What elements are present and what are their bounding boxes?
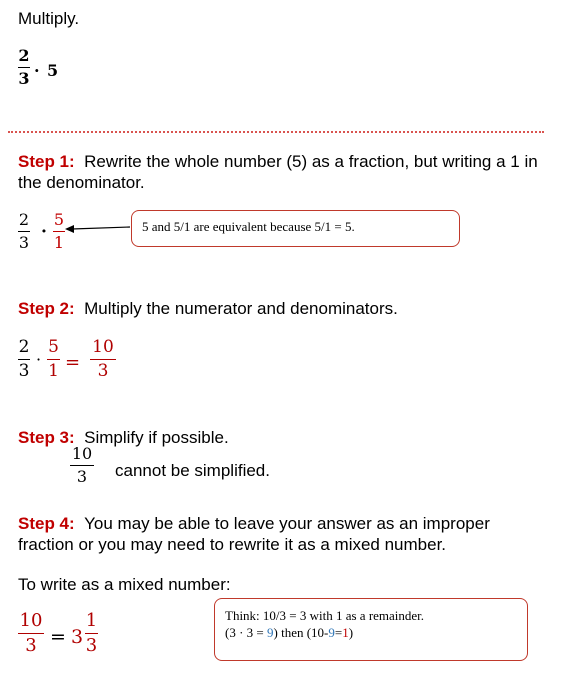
denominator: 3 xyxy=(85,635,98,656)
problem-heading: Multiply. xyxy=(18,9,80,28)
callout-text: ) xyxy=(348,625,354,640)
denominator: 3 xyxy=(18,233,30,252)
step2-fraction-2 xyxy=(47,339,60,380)
step2-result-fraction xyxy=(90,339,116,380)
denominator: 3 xyxy=(76,467,88,486)
numerator: 10 xyxy=(19,610,43,631)
callout-text: = xyxy=(334,625,343,640)
step3-fraction xyxy=(70,446,94,485)
numerator: 5 xyxy=(48,337,59,357)
denominator: 3 xyxy=(25,635,37,656)
numerator: 5 xyxy=(53,210,65,229)
mixed-callout xyxy=(214,598,528,661)
problem-numerator: 2 xyxy=(18,46,30,65)
step1-operator: · xyxy=(41,222,47,242)
fraction-bar xyxy=(85,633,98,634)
fraction-bar xyxy=(47,359,60,360)
fraction-bar xyxy=(18,359,30,360)
numerator: 10 xyxy=(71,444,93,463)
step3-note: cannot be simplified. xyxy=(115,461,270,480)
callout-remainder: 1 xyxy=(342,625,349,640)
mixed-heading: To write as a mixed number: xyxy=(18,575,231,594)
callout-subtrahend: 9 xyxy=(328,625,335,640)
mixed-callout-line1: Think: 10/3 = 3 with 1 as a remainder. xyxy=(225,608,425,623)
mixed-callout-line2 xyxy=(225,624,517,641)
numerator: 1 xyxy=(85,610,98,631)
step4-label: Step 4: xyxy=(18,514,75,533)
denominator: 1 xyxy=(48,361,59,381)
step2-operator: · xyxy=(36,350,42,369)
mixed-fraction xyxy=(85,612,98,655)
callout-text: (3 · 3 = xyxy=(225,625,267,640)
denominator: 1 xyxy=(53,233,65,252)
step4-text-line1: You may be able to leave your answer as an improper xyxy=(84,514,490,533)
step1-text-line1: Rewrite the whole number (5) as a fraction, but writing a 1 in xyxy=(84,152,538,171)
step1-text-line2: the denominator. xyxy=(18,173,145,192)
step1-text xyxy=(18,151,563,172)
step2-instruction: Multiply the numerator and denominators. xyxy=(84,299,398,318)
problem-fraction xyxy=(18,48,30,87)
fraction-bar xyxy=(70,465,94,466)
fraction-bar xyxy=(90,359,116,360)
numerator: 10 xyxy=(92,337,114,357)
denominator: 3 xyxy=(18,361,30,381)
problem-operator: · xyxy=(34,61,40,80)
callout-text: ) then (10- xyxy=(273,625,329,640)
step2-label: Step 2: xyxy=(18,299,75,318)
arrow-left-icon xyxy=(64,220,132,234)
callout-product: 9 xyxy=(267,625,274,640)
step2-equals: = xyxy=(65,352,81,373)
step1-callout: 5 and 5/1 are equivalent because 5/1 = 5. xyxy=(131,210,460,247)
mixed-whole: 3 xyxy=(71,626,84,648)
step2-fraction-1 xyxy=(18,339,30,380)
mixed-lhs-fraction xyxy=(18,612,44,655)
section-divider xyxy=(8,131,544,133)
step3-text xyxy=(18,427,229,448)
numerator: 2 xyxy=(18,337,30,357)
problem-whole-number: 5 xyxy=(47,61,59,80)
step1-fraction-1 xyxy=(18,212,30,251)
numerator: 2 xyxy=(18,210,30,229)
fraction-bar xyxy=(18,633,44,634)
mixed-equals: = xyxy=(50,626,66,648)
step3-instruction: Simplify if possible. xyxy=(84,428,229,447)
step3-label: Step 3: xyxy=(18,428,75,447)
step1-label: Step 1: xyxy=(18,152,75,171)
problem-denominator: 3 xyxy=(18,69,30,88)
fraction-bar xyxy=(18,231,30,232)
step4-text-line2: fraction or you may need to rewrite it as a mixed number. xyxy=(18,535,447,554)
denominator: 3 xyxy=(97,361,109,381)
step2-text xyxy=(18,298,398,319)
step4-text xyxy=(18,513,563,534)
fraction-bar xyxy=(18,67,30,68)
